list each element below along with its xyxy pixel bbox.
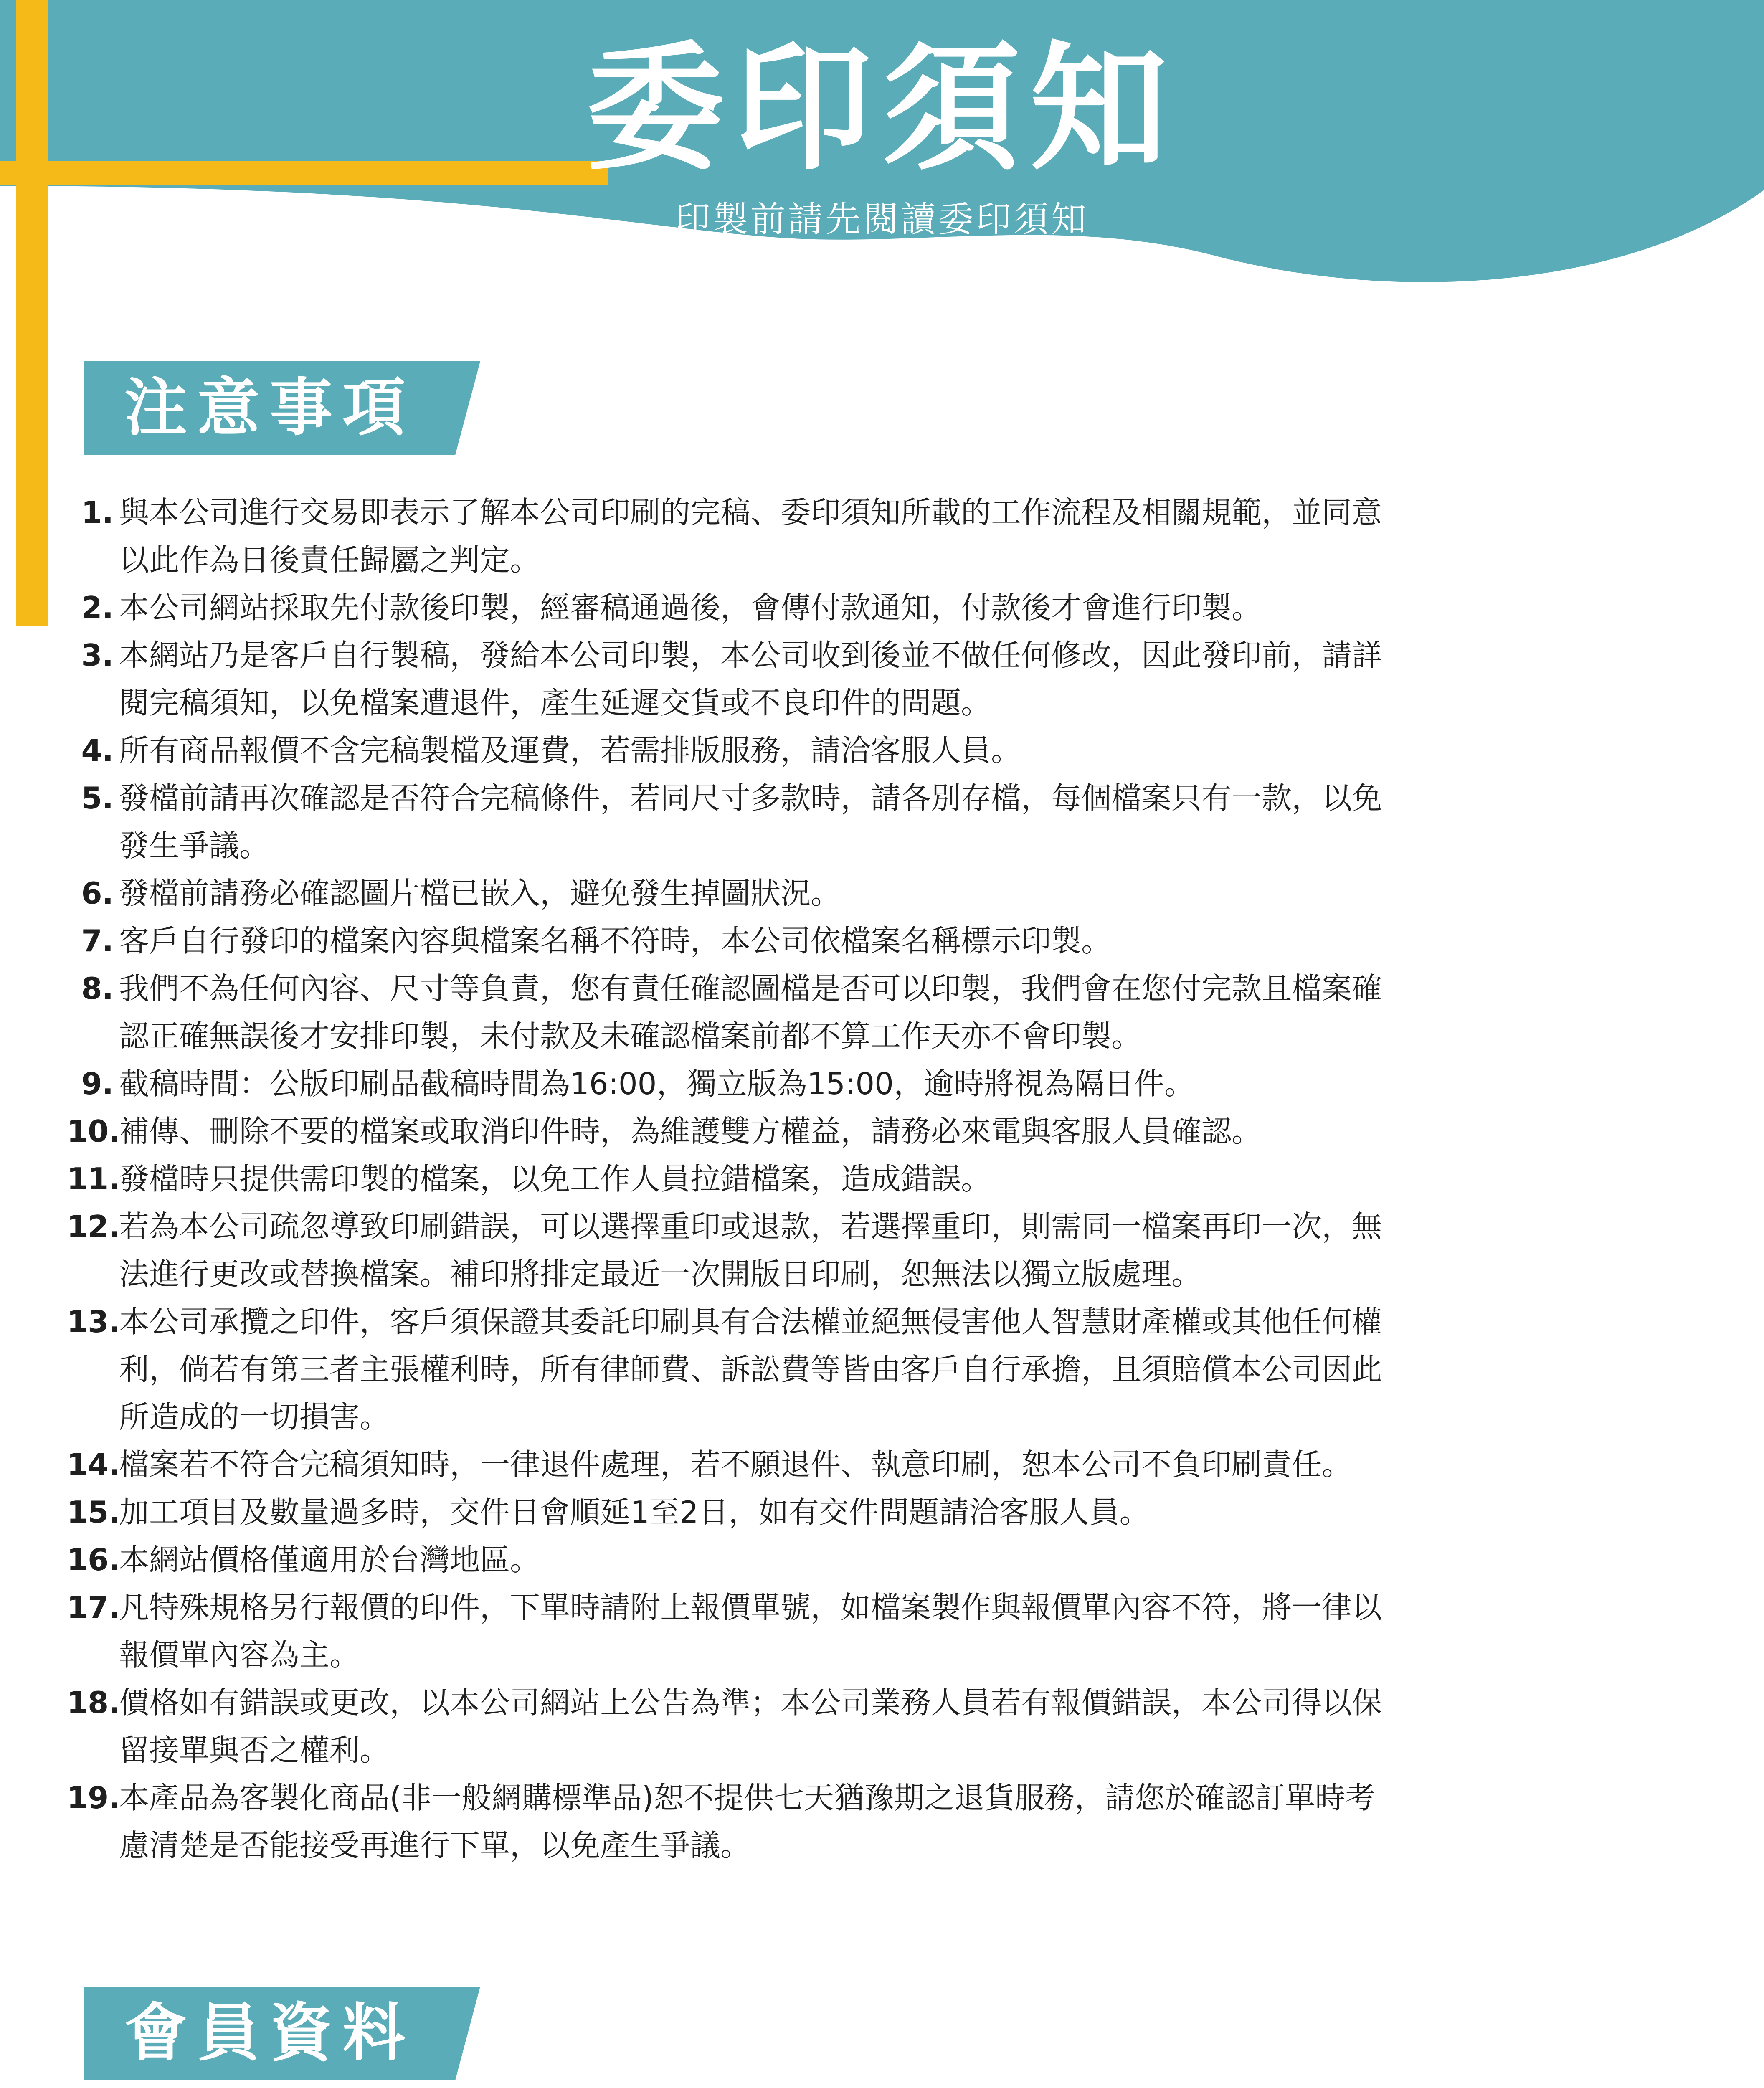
list-item — [67, 1155, 1687, 1203]
item-number: 13. — [67, 1304, 120, 1339]
item-text-line: 本公司承攬之印件，客戶須保證其委託印刷具有合法權並絕無侵害他人智慧財產權或其他任何權 — [119, 1304, 1382, 1339]
item-text — [119, 727, 1687, 774]
item-number: 8. — [81, 971, 114, 1006]
item-text — [119, 1298, 1687, 1441]
item-number: 3. — [81, 638, 114, 673]
item-number: 19. — [67, 1780, 120, 1815]
item-text — [119, 1488, 1687, 1536]
list-item — [67, 1060, 1687, 1107]
item-text-line: 價格如有錯誤或更改，以本公司網站上公告為準；本公司業務人員若有報價錯誤，本公司得以保 — [119, 1685, 1382, 1720]
item-text-line: 若為本公司疏忽導致印刷錯誤，可以選擇重印或退款，若選擇重印，則需同一檔案再印一次，無 — [119, 1209, 1382, 1244]
item-number: 9. — [81, 1066, 114, 1101]
item-number: 4. — [81, 733, 114, 768]
item-text-line: 本網站乃是客戶自行製稿，發給本公司印製，本公司收到後並不做任何修改，因此發印前，請詳 — [119, 638, 1382, 673]
item-text — [119, 917, 1687, 965]
item-text — [119, 1441, 1687, 1488]
item-number: 2. — [81, 590, 114, 625]
item-text-line: 發檔前請務必確認圖片檔已嵌入，避免發生掉圖狀況。 — [119, 876, 841, 911]
list-item — [67, 1536, 1687, 1584]
item-number: 12. — [67, 1209, 120, 1244]
notices-list — [67, 489, 1687, 1869]
item-text-line: 與本公司進行交易即表示了解本公司印刷的完稿、委印須知所載的工作流程及相關規範，並同意 — [119, 495, 1382, 530]
item-text-line: 發檔時只提供需印製的檔案，以免工作人員拉錯檔案，造成錯誤。 — [119, 1161, 991, 1196]
list-item — [67, 584, 1687, 631]
item-text — [119, 1107, 1687, 1155]
list-item — [67, 1774, 1687, 1869]
list-item — [67, 1441, 1687, 1488]
item-number: 7. — [81, 923, 114, 958]
list-item — [67, 965, 1687, 1060]
section-heading-member-info — [84, 1987, 480, 2080]
list-item — [67, 917, 1687, 965]
list-item — [67, 774, 1687, 869]
item-text-line: 法進行更改或替換檔案。補印將排定最近一次開版日印刷，恕無法以獨立版處理。 — [119, 1257, 1202, 1292]
item-text-line: 所造成的一切損害。 — [119, 1399, 390, 1434]
item-text — [119, 774, 1687, 869]
item-text-line: 檔案若不符合完稿須知時，一律退件處理，若不願退件、執意印刷，恕本公司不負印刷責任。 — [119, 1447, 1352, 1482]
list-item — [67, 631, 1687, 727]
list-item — [67, 1107, 1687, 1155]
item-number: 6. — [81, 876, 114, 911]
page-title: 委印須知 — [586, 28, 1178, 189]
item-text-line: 本公司網站採取先付款後印製，經審稿通過後，會傳付款通知，付款後才會進行印製。 — [119, 590, 1262, 625]
item-number: 18. — [67, 1685, 120, 1720]
item-text-line: 以此作為日後責任歸屬之判定。 — [119, 542, 540, 578]
list-item — [67, 1679, 1687, 1774]
item-text — [119, 1584, 1687, 1679]
item-text-line: 本產品為客製化商品(非一般網購標準品)恕不提供七天猶豫期之退貨服務，請您於確認訂單時考 — [119, 1780, 1376, 1815]
list-item — [67, 1298, 1687, 1441]
item-text-line: 截稿時間：公版印刷品截稿時間為16:00，獨立版為15:00，逾時將視為隔日件。 — [119, 1066, 1194, 1101]
item-text-line: 閱完稿須知，以免檔案遭退件，產生延遲交貨或不良印件的問題。 — [119, 685, 991, 720]
item-text-line: 本網站價格僅適用於台灣地區。 — [119, 1542, 540, 1577]
item-text — [119, 1774, 1687, 1869]
item-text — [119, 631, 1687, 727]
item-text-line: 報價單內容為主。 — [119, 1637, 360, 1672]
item-text-line: 發生爭議。 — [119, 828, 270, 863]
item-number: 16. — [67, 1542, 120, 1577]
item-text-line: 發檔前請再次確認是否符合完稿條件，若同尺寸多款時，請各別存檔，每個檔案只有一款，以免 — [119, 780, 1382, 816]
section-heading-notices — [84, 361, 480, 455]
list-item — [67, 727, 1687, 774]
item-text-line: 所有商品報價不含完稿製檔及運費，若需排版服務，請洽客服人員。 — [119, 733, 1021, 768]
item-number: 11. — [67, 1161, 120, 1196]
item-text — [119, 1203, 1687, 1298]
item-number: 14. — [67, 1447, 120, 1482]
item-text — [119, 869, 1687, 917]
item-text-line: 補傳、刪除不要的檔案或取消印件時，為維護雙方權益，請務必來電與客服人員確認。 — [119, 1114, 1262, 1149]
item-text — [119, 1155, 1687, 1203]
item-text — [119, 1679, 1687, 1774]
item-text-line: 我們不為任何內容、尺寸等負責，您有責任確認圖檔是否可以印製，我們會在您付完款且檔案確 — [119, 971, 1382, 1006]
item-text-line: 凡特殊規格另行報價的印件，下單時請附上報價單號，如檔案製作與報價單內容不符，將一律以 — [119, 1590, 1382, 1625]
item-text-line: 客戶自行發印的檔案內容與檔案名稱不符時，本公司依檔案名稱標示印製。 — [119, 923, 1112, 958]
section-title: 注意事項 — [124, 372, 416, 444]
item-text — [119, 584, 1687, 631]
list-item — [67, 1203, 1687, 1298]
item-text-line: 留接單與否之權利。 — [119, 1733, 390, 1768]
page-subtitle: 印製前請先閱讀委印須知 — [675, 199, 1089, 240]
item-text-line: 慮清楚是否能接受再進行下單，以免產生爭議。 — [119, 1828, 751, 1863]
list-item — [67, 869, 1687, 917]
item-number: 15. — [67, 1495, 120, 1530]
item-text — [119, 489, 1687, 584]
list-item — [67, 489, 1687, 584]
section-title: 會員資料 — [124, 1997, 416, 2070]
list-item — [67, 1584, 1687, 1679]
item-number: 17. — [67, 1590, 120, 1625]
item-number: 1. — [81, 495, 114, 530]
item-text — [119, 965, 1687, 1060]
item-number: 5. — [81, 780, 114, 816]
item-text-line: 認正確無誤後才安排印製，未付款及未確認檔案前都不算工作天亦不會印製。 — [119, 1019, 1142, 1054]
item-text — [119, 1536, 1687, 1584]
list-item — [67, 1488, 1687, 1536]
item-text — [119, 1060, 1687, 1107]
item-number: 10. — [67, 1114, 120, 1149]
item-text-line: 加工項目及數量過多時，交件日會順延1至2日，如有交件問題請洽客服人員。 — [119, 1495, 1150, 1530]
item-text-line: 利，倘若有第三者主張權利時，所有律師費、訴訟費等皆由客戶自行承擔，且須賠償本公司因此 — [119, 1352, 1382, 1387]
